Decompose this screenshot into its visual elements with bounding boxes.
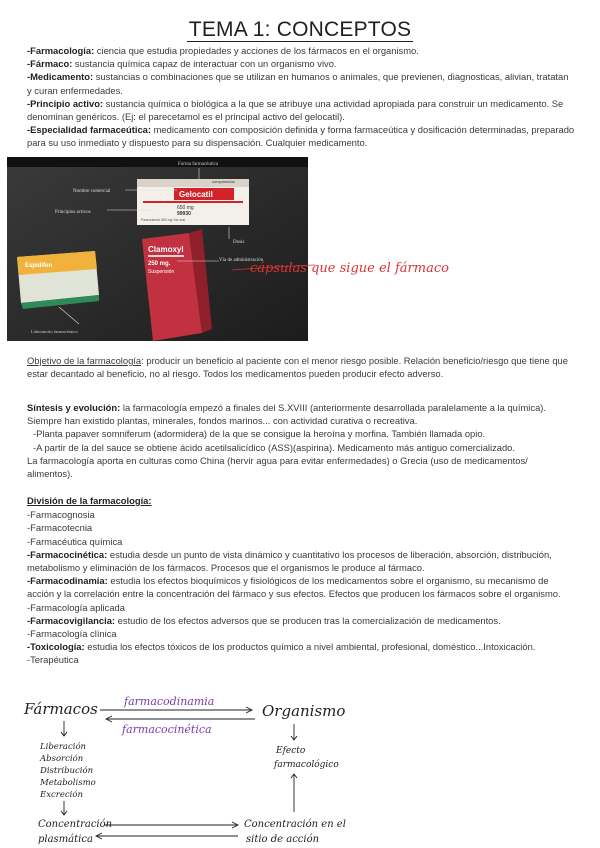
label-principios: Principios activos xyxy=(55,210,91,215)
gelocatil-comprimidos: comprimidos xyxy=(212,179,235,184)
division-item: -Farmacéutica química xyxy=(27,535,123,547)
division-item: -Farmacología aplicada xyxy=(27,601,125,613)
medicine-photo-illustration xyxy=(7,157,308,341)
def-medicamento: -Medicamento: sustancias o combinaciones que se utilizan en humanos o animales, que previenen, diagnosticas, alivian, tratatan y curan enfermedades. xyxy=(27,71,569,96)
gelocatil-small: Paracetamol 650 mg Vía oral xyxy=(141,218,185,222)
gelocatil-num: 99930 xyxy=(177,211,191,217)
diagram-proc-4: Metabolismo xyxy=(40,778,96,788)
diagram-farmacos: Fármacos xyxy=(24,700,98,718)
division-item-farmacocinetica: -Farmacocinética: estudia desde un punto de vista dinámico y cuantitativo los procesos de liberación, absorción, distribución, metabolismo y eliminación de los fármacos. Procesos que el organismos le produce al fármaco. xyxy=(27,548,552,574)
label-dosis: Dosis xyxy=(233,240,245,245)
division-item: -Terapéutica xyxy=(27,654,79,666)
diagram-sitio-1: Concentración en el xyxy=(244,819,346,830)
espidifen-name: Espidifen xyxy=(25,263,53,269)
diagram-proc-3: Distribución xyxy=(40,766,94,776)
sintesis-paragraph: Síntesis y evolución: la farmacología empezó a finales del S.XVIII (anteriormente desarrollada paralelamente a la química). Siempre han existido plantas, minerales, fondos marinos... con actividad curativa o recreativa. -Planta papaver somniferum (adormidera) de la que se consigue la heroína y morfina. También llamada opio. -A partir de la del sauce se obtiene ácido acetilsalicídico (ASS)(aspirina). Medicamento más antiguo comercializado. La farmacología aporta en culturas como China (hervir agua para evitar enfermedades) o Grecia (uso de medicamentos/ alimentos). xyxy=(27,401,575,480)
label-laboratorio: Laboratorio farmacéutico xyxy=(31,329,78,334)
sintesis-heading: Síntesis y evolución: xyxy=(27,402,121,413)
division-item: -Farmacotecnia xyxy=(27,522,93,534)
def-principio-activo: -Principio activo: sustancia química o biológica a la que se atribuye una actividad apropiada para construir un medicamento. Se denominan genéricos. (Ej: el parecetamol es el principal activo del gelocatil). xyxy=(27,97,564,123)
objetivo-heading: Objetivo de la farmacología xyxy=(27,355,142,366)
diagram-efecto-1: Efecto xyxy=(276,746,306,756)
objetivo-paragraph: Objetivo de la farmacología: producir un beneficio al paciente con el menor riesgo posible. Relación beneficio/riesgo que tiene que estar decantado al beneficio, no al riesgo. Todos los medicamentos pueden producir efecto adverso. xyxy=(27,355,568,380)
handwritten-note xyxy=(230,250,449,310)
diagram-sitio-2: sitio de acción xyxy=(246,834,320,845)
espidifen-box xyxy=(17,251,99,309)
medicine-photo xyxy=(7,157,308,341)
diagram-farmacocinetica: farmacocinética xyxy=(122,723,212,736)
gelocatil-name: Gelocatil xyxy=(179,190,213,199)
pharmacology-diagram xyxy=(0,688,600,848)
diagram-proc-2: Absorción xyxy=(40,754,84,764)
diagram-organismo: Organismo xyxy=(262,702,346,720)
clamoxyl-dose: 250 mg. xyxy=(148,261,171,267)
clamoxyl-name: Clamoxyl xyxy=(148,245,184,254)
label-via: Vía de administración xyxy=(219,258,264,263)
division-item-farmacodinamia: -Farmacodinamia: estudia los efectos bioquímicos y fisiológicos de los medicamentos sobre el organismo, su mecanismo de acción y la correlación entre la concentración del fármaco y sus efectos. Efectos que producen los fármacos sobre el organismo. xyxy=(27,575,561,600)
diagram-proc-1: Liberación xyxy=(40,742,87,752)
page-title: TEMA 1: CONCEPTOS xyxy=(188,18,412,41)
division-item: -Farmacognosia xyxy=(27,509,95,521)
division-heading: División de la farmacología: xyxy=(27,495,152,506)
def-farmacologia: -Farmacología: ciencia que estudia propiedades y acciones de los fármacos en el organismo. xyxy=(27,45,419,56)
clamoxyl-form: Suspensión xyxy=(148,269,175,275)
diagram-conc-1: Concentración xyxy=(38,819,113,830)
sintesis-line-2: -A partir de la del sauce se obtiene ácido acetilsalicídico (ASS)(aspirina). Medicamento más antiguo comercializado. xyxy=(33,441,516,453)
definitions-block xyxy=(27,44,575,150)
division-item: -Farmacología clínica xyxy=(27,628,117,640)
division-section xyxy=(27,494,575,667)
def-especialidad: -Especialidad farmaceútica: medicamento con composición definida y forma farmaceútica y dosificación determinadas, preparado para su uso inmediato y dispuesto para su dispensación. Cualquier medicamento. xyxy=(27,124,575,149)
note-text: cápsulas que sigue el fármaco xyxy=(250,261,449,276)
sintesis-line-3: La farmacología aporta en culturas como China (hervir agua para evitar enfermedades) o Grecia (uso de medicamentos/ alimentos). xyxy=(27,454,528,480)
sintesis-line-1: -Planta papaver somniferum (adormidera) de la que se consigue la heroína y morfina. También llamada opio. xyxy=(33,428,486,440)
diagram-farmacodinamia: farmacodinamia xyxy=(124,695,215,708)
division-item-farmacovigilancia: -Farmacovigilancia: estudio de los efectos adversos que se producen tras la comercialización de medicamentos. xyxy=(27,614,501,626)
diagram-proc-5: Excreción xyxy=(40,790,83,800)
label-nombre: Nombre comercial xyxy=(73,189,111,194)
diagram-efecto-2: farmacológico xyxy=(274,760,339,770)
def-farmaco: -Fármaco: sustancia química capaz de interactuar con un organismo vivo. xyxy=(27,58,337,70)
gelocatil-dose: 650 mg xyxy=(177,205,194,211)
division-item-toxicologia: -Toxicología: estudia los efectos tóxicos de los productos químico a nivel ambiental, profesional, doméstico...Intoxicación. xyxy=(27,641,536,653)
diagram-conc-2: plasmática xyxy=(38,834,93,845)
label-forma: Forma farmacéutica xyxy=(178,162,219,167)
